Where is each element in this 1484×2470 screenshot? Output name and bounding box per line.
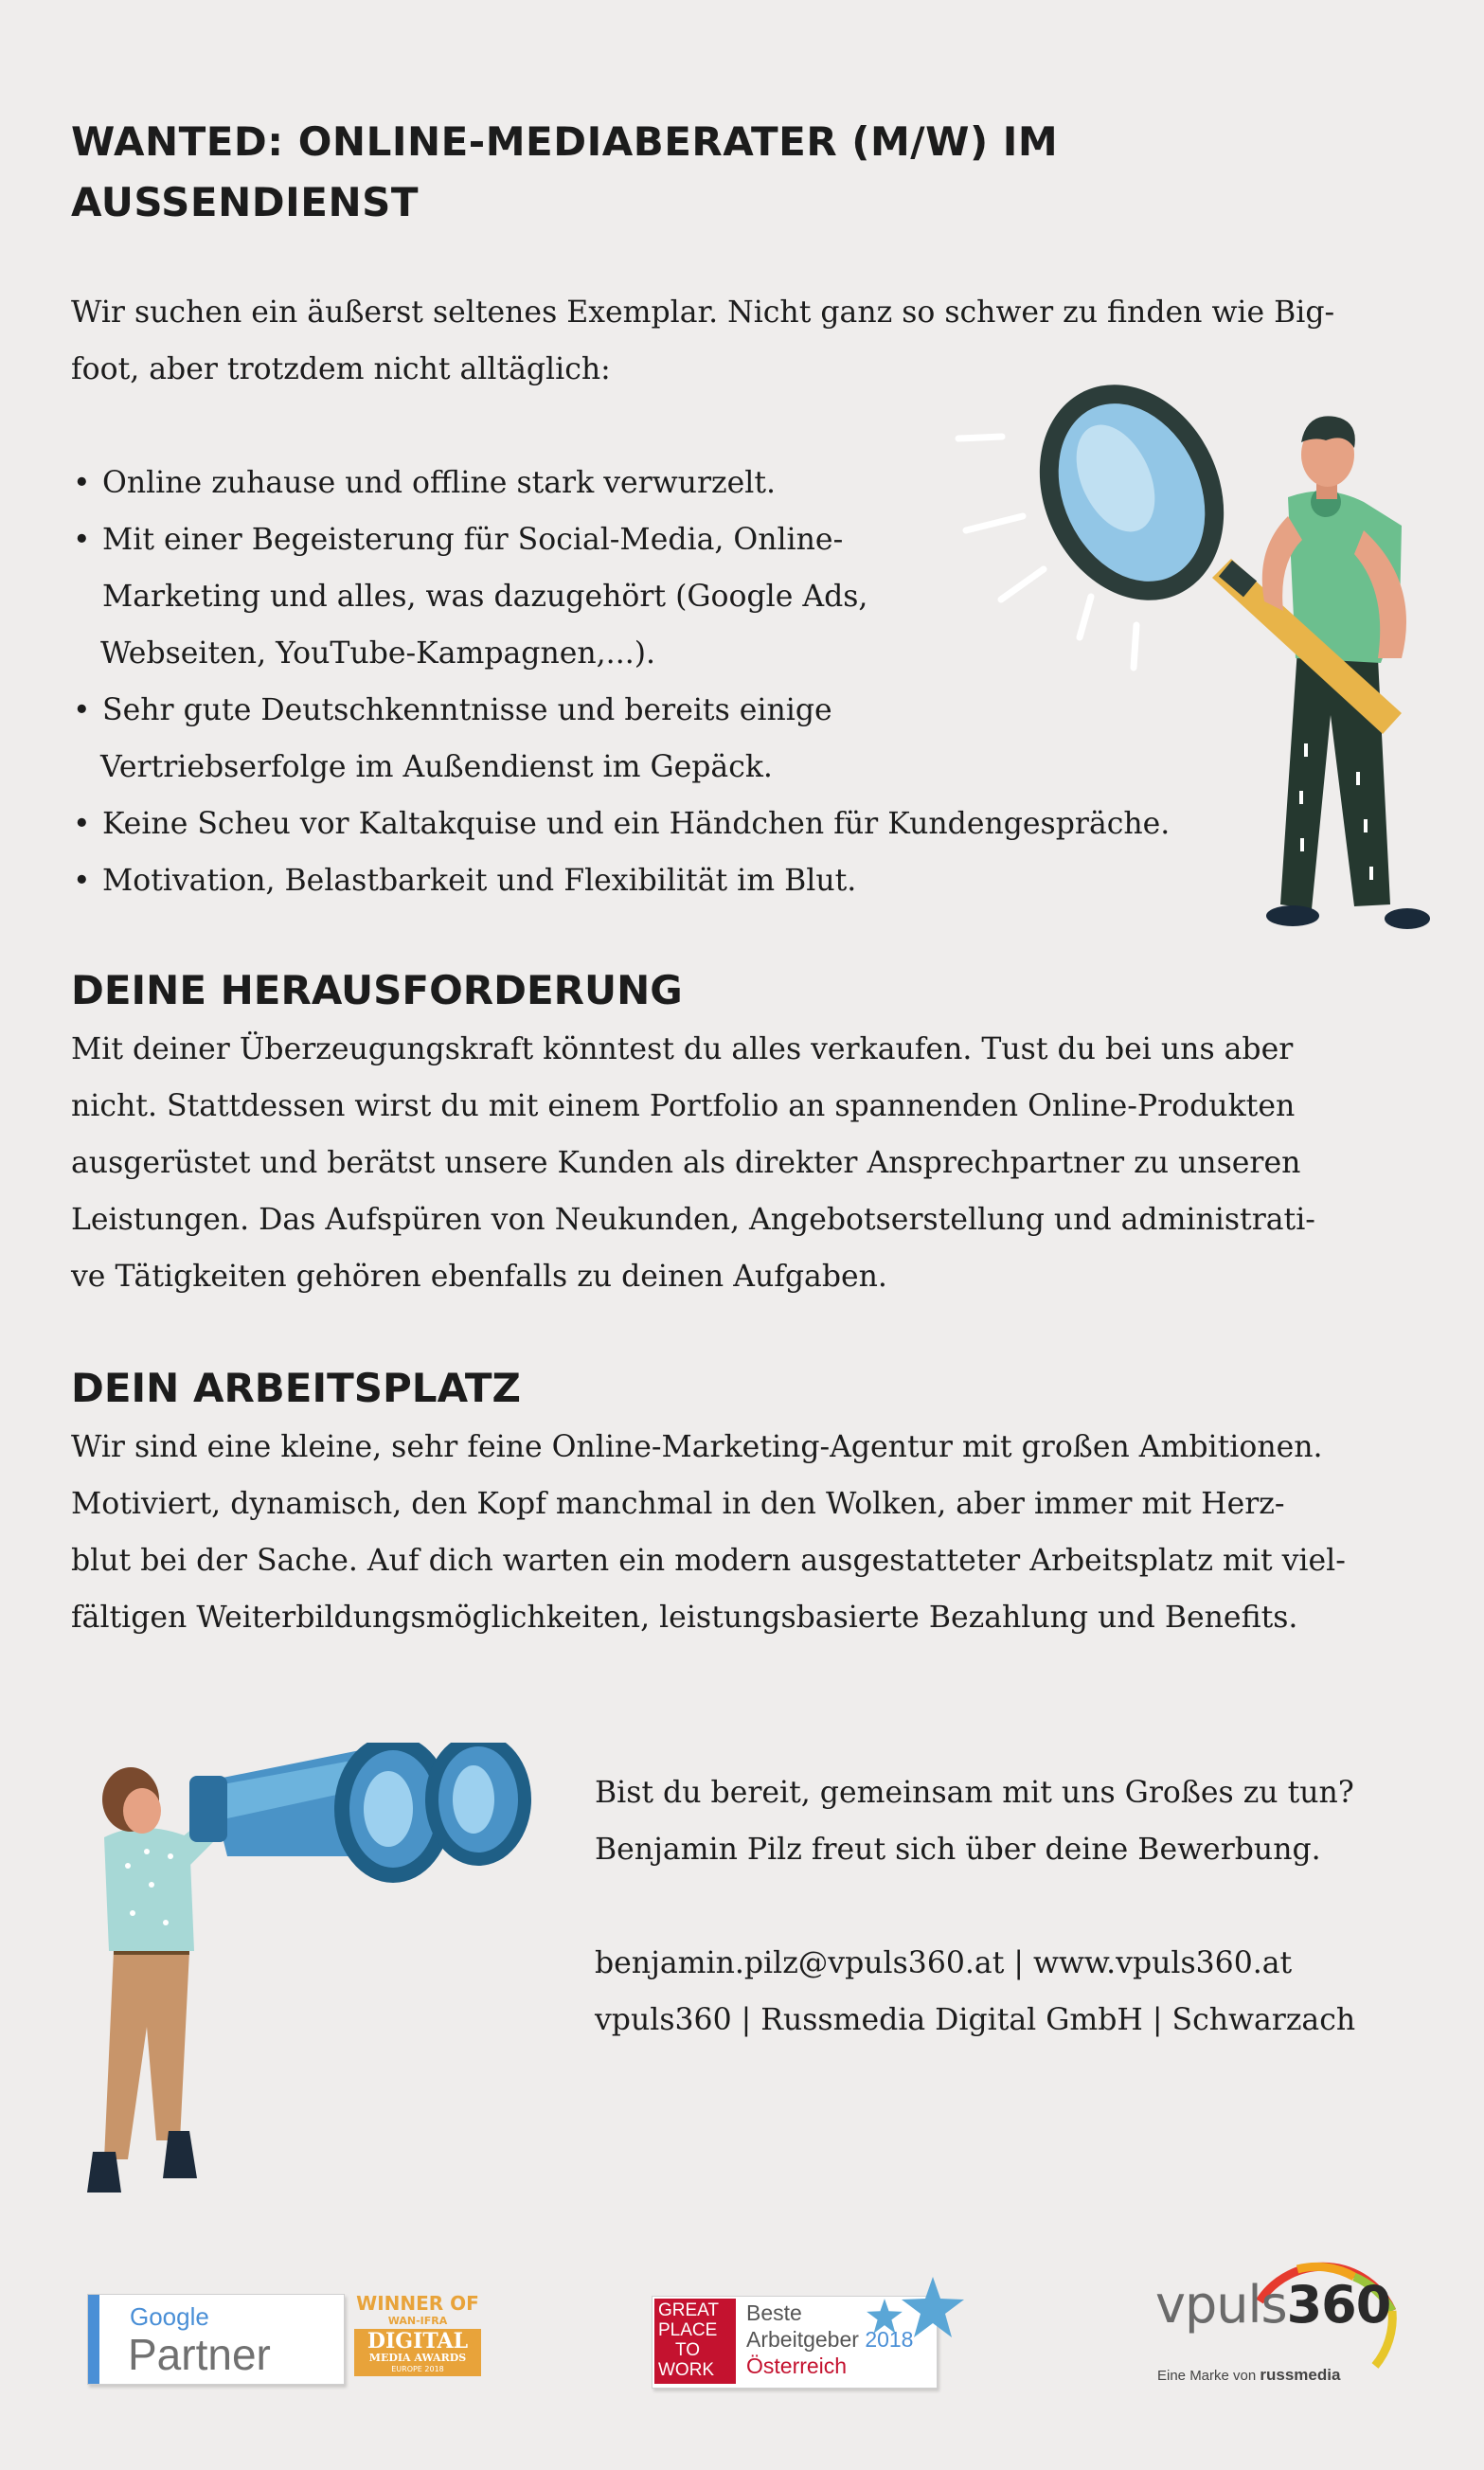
digital-media-award-badge: WINNER OF WAN-IFRA DIGITAL MEDIA AWARDS EUROPE 2018	[354, 2292, 481, 2387]
contact-email-web[interactable]: benjamin.pilz@vpuls360.at | www.vpuls360.at	[595, 1946, 1293, 1980]
challenge-text: Mit deiner Überzeugungskraft könntest du alles verkaufen. Tust du bei uns aber nicht. Stattdessen wirst du mit einem Portfolio an spannenden Online-Produkten ausgerüstet und berätst unsere Kunden als direkter Ansprechpartner zu unseren Leistungen. Das Aufspüren von Neukunden, Angebotserstellung und administrati- ve Tätigkeiten gehören ebenfalls zu deinen Aufgaben.	[71, 1032, 1315, 1294]
vpuls360-logo: vpuls360 Eine Marke von russmedia	[1155, 2254, 1411, 2396]
woman-binoculars-illustration	[76, 1743, 540, 2197]
list-item: • Keine Scheu vor Kaltakquise und ein Händchen für Kundengespräche.	[73, 807, 1171, 841]
challenge-title: DEINE HERAUSFORDERUNG	[71, 967, 683, 1013]
google-wordmark: Google	[130, 2302, 209, 2331]
list-item: • Mit einer Begeisterung für Social-Media, Online- Marketing und alles, was dazugehört (Google Ads, Webseiten, YouTube-Kampagnen,...).	[73, 523, 868, 671]
workplace-title: DEIN ARBEITSPLATZ	[71, 1365, 521, 1411]
contact-company: vpuls360 | Russmedia Digital GmbH | Schwarzach	[595, 2003, 1356, 2037]
star-icon	[900, 2275, 966, 2341]
contact-person: Benjamin Pilz freut sich über deine Bewerbung.	[595, 1833, 1321, 1867]
workplace-text: Wir sind eine kleine, sehr feine Online-Marketing-Agentur mit großen Ambitionen. Motiviert, dynamisch, den Kopf manchmal in den Wolken, aber immer mit Herz- blut bei der Sache. Auf dich warten ein modern ausgestatteter Arbeitsplatz mit viel- fältigen Weiterbildungsmöglichkeiten, leistungsbasierte Bezahlung und Benefits.	[71, 1430, 1346, 1635]
contact-block	[595, 1764, 1355, 2049]
intro-text: Wir suchen ein äußerst seltenes Exemplar. Nicht ganz so schwer zu finden wie Big- foot, aber trotzdem nicht alltäglich:	[71, 295, 1335, 386]
contact-question: Bist du bereit, gemeinsam mit uns Großes zu tun?	[595, 1776, 1354, 1810]
list-item: • Sehr gute Deutschkenntnisse und bereits einige Vertriebserfolge im Außendienst im Gepäck.	[73, 693, 832, 784]
great-place-to-work-badge: GREAT PLACE TO WORK Beste Arbeitgeber 2018 Österreich	[652, 2296, 947, 2390]
google-partner-badge: Google Partner	[87, 2294, 345, 2385]
list-item: • Online zuhause und offline stark verwurzelt.	[73, 466, 776, 500]
list-item: • Motivation, Belastbarkeit und Flexibilität im Blut.	[73, 864, 857, 898]
star-small-icon	[866, 2298, 903, 2336]
page-title: WANTED: ONLINE-MEDIABERATER (M/W) IM AUSSENDIENST	[71, 118, 1059, 225]
man-magnifier-illustration	[947, 374, 1449, 952]
